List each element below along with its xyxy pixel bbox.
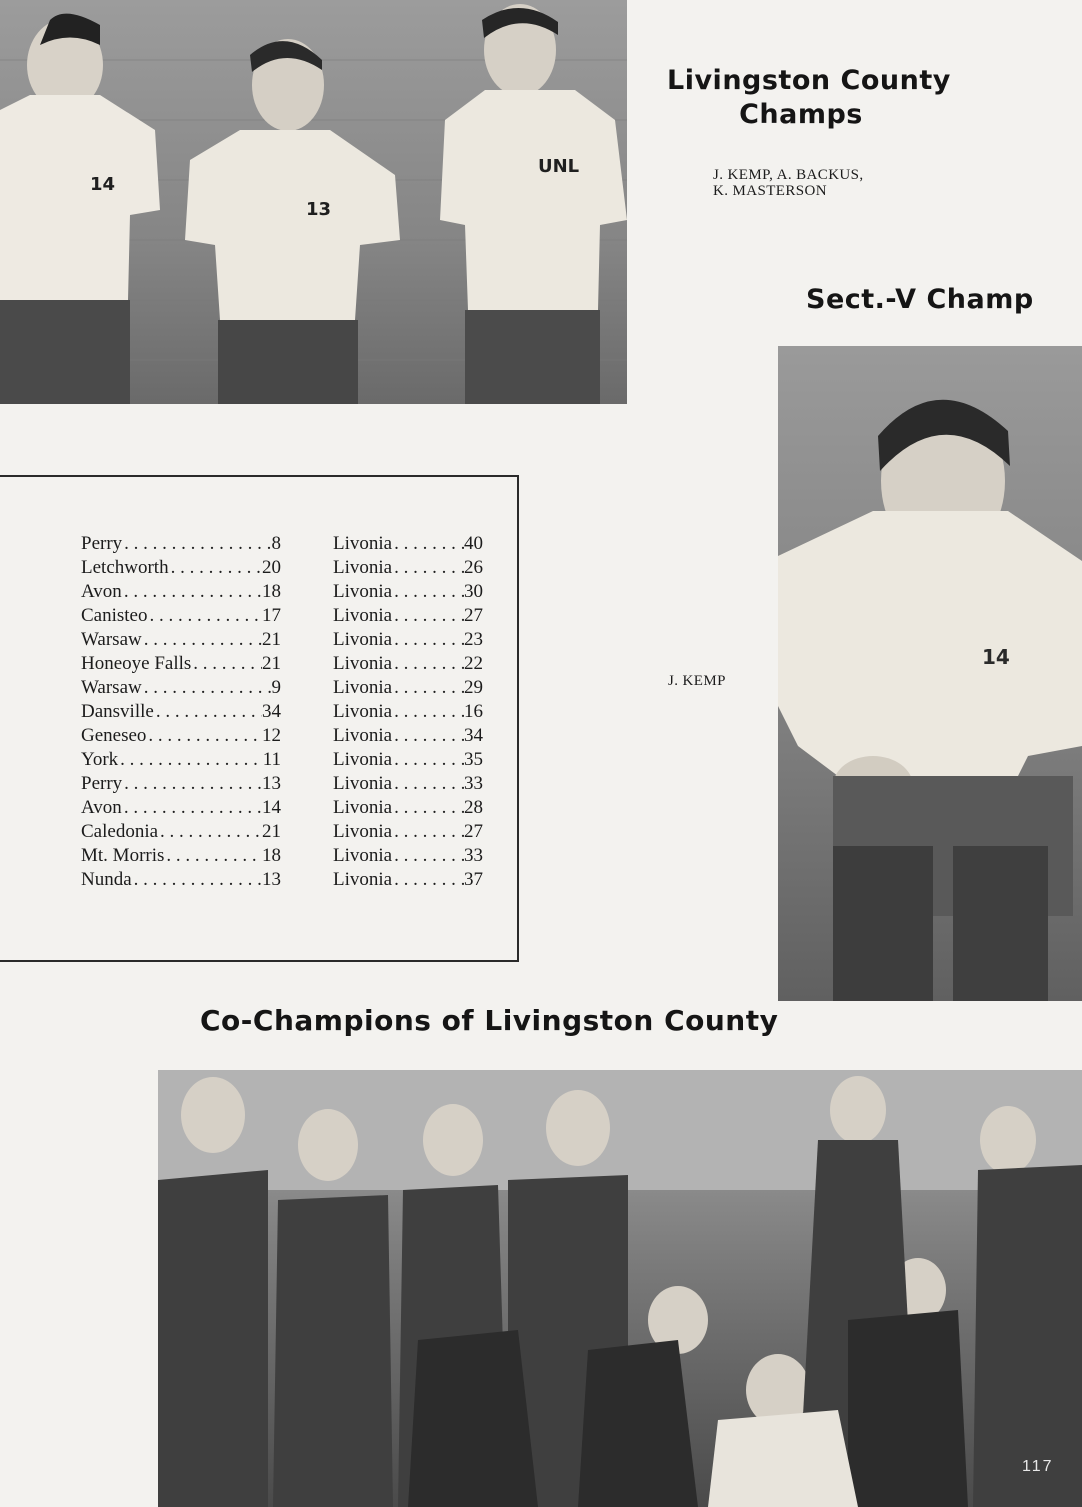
county-champs-caption xyxy=(713,167,864,199)
opponent-name: Avon xyxy=(81,581,122,602)
opponent-name: Letchworth xyxy=(81,557,169,578)
team-name: Livonia xyxy=(333,557,393,578)
livonia-row xyxy=(333,724,483,748)
team-score: 26 xyxy=(464,557,483,578)
opponent-row xyxy=(81,556,281,580)
county-champs-heading-line2: Champs xyxy=(739,99,863,130)
opponent-row xyxy=(81,796,281,820)
livonia-row xyxy=(333,844,483,868)
livonia-row xyxy=(333,580,483,604)
livonia-row xyxy=(333,820,483,844)
team-score: 16 xyxy=(464,701,483,722)
team-score: 27 xyxy=(464,821,483,842)
leader-dots xyxy=(169,556,262,580)
livonia-row xyxy=(333,700,483,724)
opponent-row xyxy=(81,724,281,748)
leader-dots xyxy=(164,844,262,868)
opponent-row xyxy=(81,580,281,604)
opponent-score: 14 xyxy=(262,797,281,818)
opponent-score: 34 xyxy=(262,701,281,722)
opponent-row xyxy=(81,676,281,700)
leader-dots xyxy=(392,628,464,652)
team-score: 34 xyxy=(464,725,483,746)
opponent-name: Canisteo xyxy=(81,605,148,626)
livonia-row xyxy=(333,556,483,580)
opponent-name: Warsaw xyxy=(81,677,142,698)
leader-dots xyxy=(392,868,464,892)
opponent-row xyxy=(81,700,281,724)
sect-champ-photo xyxy=(778,346,1082,1001)
opponent-score: 12 xyxy=(262,725,281,746)
leader-dots xyxy=(142,676,272,700)
leader-dots xyxy=(122,796,262,820)
leader-dots xyxy=(146,724,262,748)
opponent-score: 13 xyxy=(262,869,281,890)
county-champs-photo xyxy=(0,0,627,404)
team-name: Livonia xyxy=(333,581,393,602)
county-champs-caption-line2: K. MASTERSON xyxy=(713,183,827,199)
county-champs-caption-line1: J. KEMP, A. BACKUS, xyxy=(713,167,864,183)
team-score: 35 xyxy=(464,749,483,770)
livonia-row xyxy=(333,532,483,556)
team-name: Livonia xyxy=(333,605,393,626)
leader-dots xyxy=(122,580,262,604)
livonia-row xyxy=(333,604,483,628)
team-score: 37 xyxy=(464,869,483,890)
opponent-score: 20 xyxy=(262,557,281,578)
sect-champ-caption: J. KEMP xyxy=(668,673,726,689)
livonia-row xyxy=(333,772,483,796)
opponent-name: Geneseo xyxy=(81,725,147,746)
jersey-letters-3: UNL xyxy=(538,156,580,177)
leader-dots xyxy=(392,724,464,748)
team-name: Livonia xyxy=(333,845,393,866)
opponent-row xyxy=(81,820,281,844)
leader-dots xyxy=(158,820,262,844)
team-score: 27 xyxy=(464,605,483,626)
leader-dots xyxy=(392,580,464,604)
opponent-name: Perry xyxy=(81,533,123,554)
team-photo xyxy=(158,1070,1082,1507)
leader-dots xyxy=(392,532,464,556)
leader-dots xyxy=(392,772,464,796)
leader-dots xyxy=(392,700,464,724)
leader-dots xyxy=(392,652,464,676)
opponent-name: York xyxy=(81,749,119,770)
county-champs-heading-line1: Livingston County xyxy=(667,65,951,96)
livonia-row xyxy=(333,748,483,772)
opponent-score: 8 xyxy=(271,533,281,554)
team-name: Livonia xyxy=(333,533,393,554)
opponent-score: 18 xyxy=(262,845,281,866)
livonia-row xyxy=(333,796,483,820)
co-champions-heading: Co-Champions of Livingston County xyxy=(200,1004,779,1037)
livonia-column xyxy=(333,532,483,892)
opponents-column xyxy=(81,532,281,892)
livonia-row xyxy=(333,868,483,892)
leader-dots xyxy=(191,652,262,676)
team-name: Livonia xyxy=(333,773,393,794)
opponent-row xyxy=(81,868,281,892)
opponent-score: 13 xyxy=(262,773,281,794)
opponent-name: Avon xyxy=(81,797,122,818)
team-name: Livonia xyxy=(333,797,393,818)
team-name: Livonia xyxy=(333,725,393,746)
opponent-name: Dansville xyxy=(81,701,154,722)
opponent-row xyxy=(81,844,281,868)
leader-dots xyxy=(392,604,464,628)
team-score: 29 xyxy=(464,677,483,698)
team-score: 28 xyxy=(464,797,483,818)
opponent-name: Mt. Morris xyxy=(81,845,165,866)
page-number: 117 xyxy=(1022,1458,1054,1475)
livonia-row xyxy=(333,628,483,652)
leader-dots xyxy=(392,844,464,868)
leader-dots xyxy=(148,604,263,628)
team-score: 33 xyxy=(464,845,483,866)
opponent-score: 21 xyxy=(262,653,281,674)
team-score: 30 xyxy=(464,581,483,602)
opponent-row xyxy=(81,532,281,556)
opponent-score: 17 xyxy=(262,605,281,626)
opponent-row xyxy=(81,652,281,676)
opponent-score: 21 xyxy=(262,629,281,650)
team-name: Livonia xyxy=(333,869,393,890)
jersey-number-1: 14 xyxy=(90,174,116,195)
livonia-row xyxy=(333,652,483,676)
opponent-row xyxy=(81,604,281,628)
opponent-row xyxy=(81,772,281,796)
leader-dots xyxy=(392,676,464,700)
team-name: Livonia xyxy=(333,749,393,770)
team-name: Livonia xyxy=(333,629,393,650)
opponent-score: 21 xyxy=(262,821,281,842)
team-name: Livonia xyxy=(333,677,393,698)
opponent-name: Caledonia xyxy=(81,821,159,842)
team-score: 23 xyxy=(464,629,483,650)
leader-dots xyxy=(392,796,464,820)
sect-champ-heading: Sect.-V Champ xyxy=(806,284,1034,315)
livonia-row xyxy=(333,676,483,700)
leader-dots xyxy=(392,556,464,580)
opponent-score: 9 xyxy=(271,677,281,698)
leader-dots xyxy=(392,820,464,844)
team-name: Livonia xyxy=(333,821,393,842)
opponent-name: Nunda xyxy=(81,869,132,890)
team-score: 22 xyxy=(464,653,483,674)
leader-dots xyxy=(132,868,262,892)
opponent-row xyxy=(81,748,281,772)
leader-dots xyxy=(118,748,263,772)
opponent-name: Honeoye Falls xyxy=(81,653,192,674)
team-name: Livonia xyxy=(333,701,393,722)
leader-dots xyxy=(392,748,464,772)
leader-dots xyxy=(122,772,262,796)
kemp-jersey-number: 14 xyxy=(982,645,1010,669)
leader-dots xyxy=(154,700,262,724)
opponent-score: 18 xyxy=(262,581,281,602)
opponent-row xyxy=(81,628,281,652)
season-scores-box xyxy=(0,475,519,962)
opponent-name: Warsaw xyxy=(81,629,142,650)
leader-dots xyxy=(142,628,262,652)
opponent-name: Perry xyxy=(81,773,123,794)
county-champs-heading xyxy=(667,64,951,132)
opponent-score: 11 xyxy=(262,749,281,770)
leader-dots xyxy=(122,532,271,556)
team-name: Livonia xyxy=(333,653,393,674)
team-score: 40 xyxy=(464,533,483,554)
jersey-number-2: 13 xyxy=(306,199,332,220)
team-score: 33 xyxy=(464,773,483,794)
